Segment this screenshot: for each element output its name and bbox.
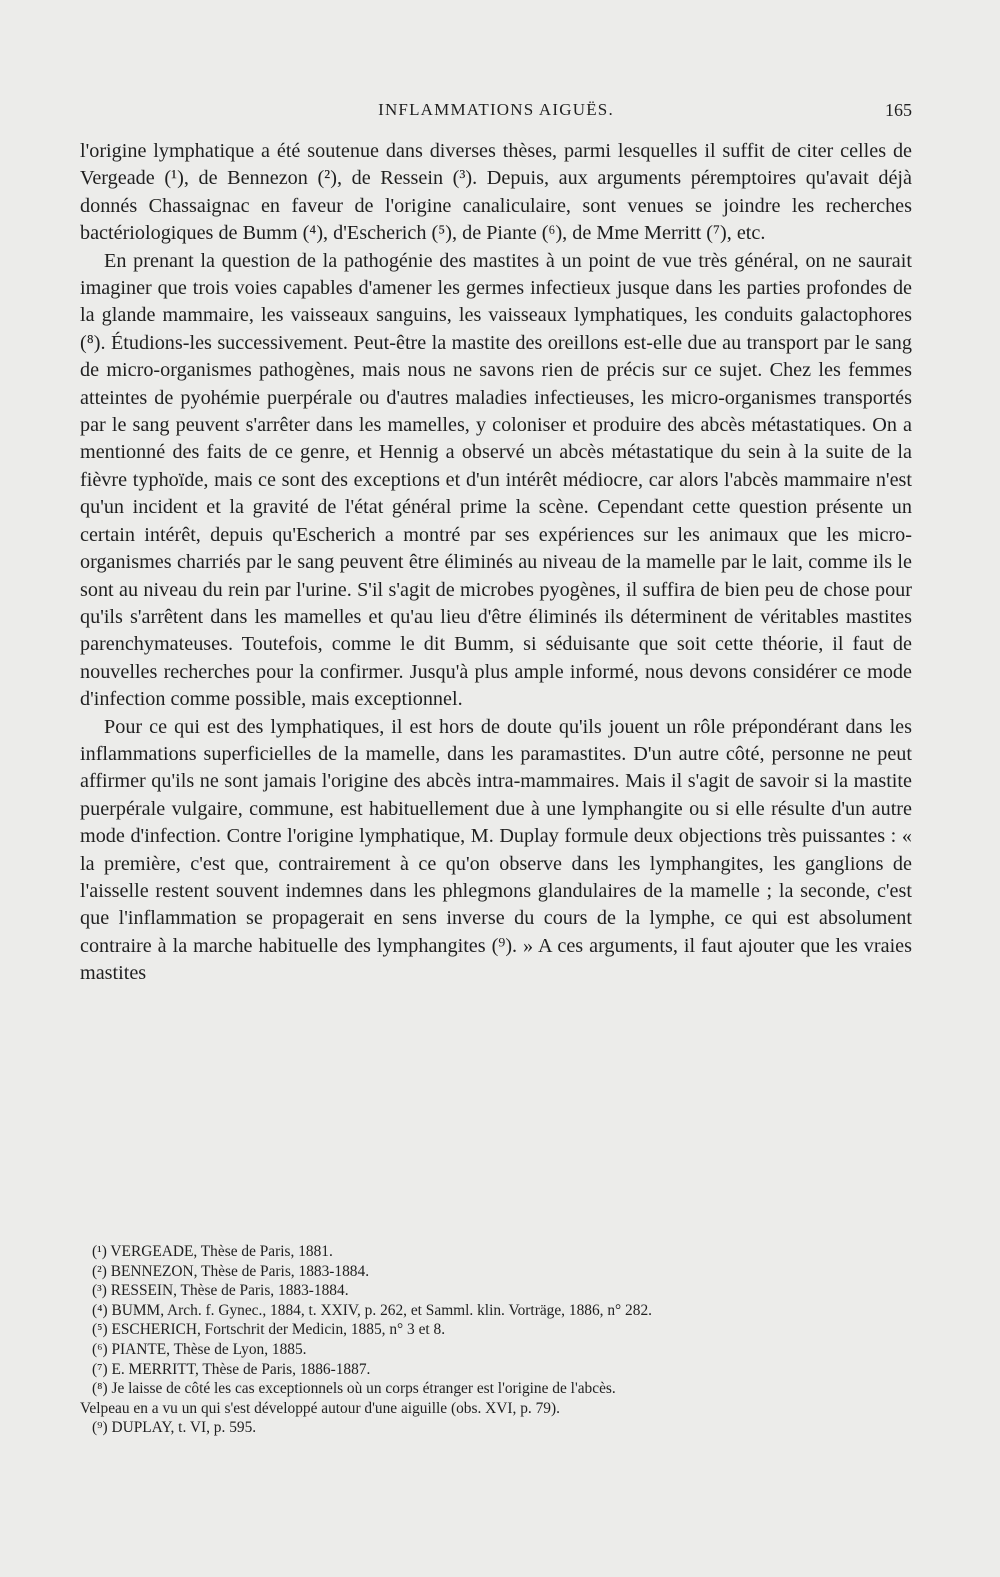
footnote-8: (⁸) Je laisse de côté les cas exceptionnels où un corps étranger est l'origine de l'abcès. — [92, 1380, 616, 1398]
page-number: 165 — [885, 100, 912, 120]
page-header — [80, 100, 912, 128]
footnote-6: (⁶) PIANTE, Thèse de Lyon, 1885. — [92, 1340, 307, 1358]
footnote-7: (⁷) E. MERRITT, Thèse de Paris, 1886-1887. — [92, 1360, 371, 1378]
footnote-3: (³) RESSEIN, Thèse de Paris, 1883-1884. — [92, 1282, 349, 1300]
footnotes — [80, 1242, 912, 1438]
running-title: INFLAMMATIONS AIGUËS. — [378, 100, 614, 119]
footnote-9: (⁹) DUPLAY, t. VI, p. 595. — [92, 1419, 257, 1437]
paragraph-3: Pour ce qui est des lymphatiques, il est hors de doute qu'ils jouent un rôle prépondérant dans les inflammations superficielles de la mamelle, dans les paramastites. D'un autre côté, personne ne peut affirmer qu'ils ne sont jamais l'origine des abcès intra-mammaires. Mais il s'agit de savoir si la mastite puerpérale vulgaire, commune, est habituellement due à une lymphangite ou si elle résulte d'un autre mode d'infection. Contre l'origine lymphatique, M. Duplay formule deux objections très puissantes : « la première, c'est que, contrairement à ce qu'on observe dans les lymphangites, les ganglions de l'aisselle restent souvent indemnes dans les phlegmons glandulaires de la mamelle ; la seconde, c'est que l'inflammation se propagerait en sens inverse du cours de la lymphe, ce qui est absolument contraire à la marche habituelle des lymphangites (⁹). » A ces arguments, il faut ajouter que les vraies mastites — [80, 715, 912, 985]
footnote-4: (⁴) BUMM, Arch. f. Gynec., 1884, t. XXIV, p. 262, et Samml. klin. Vorträge, 1886, n° 282. — [92, 1301, 652, 1319]
paragraph-2: En prenant la question de la pathogénie des mastites à un point de vue très général, on ne saurait imaginer que trois voies capables d'amener les germes infectieux jusque dans les parties profondes de la glande mammaire, les vaisseaux sanguins, les vaisseaux lymphatiques, les conduits galactophores (⁸). Étudions-les successivement. Peut-être la mastite des oreillons est-elle due au transport par le sang de micro-organismes pathogènes, mais nous ne savons rien de précis sur ce sujet. Chez les femmes atteintes de pyohémie puerpérale ou d'autres maladies infectieuses, les micro-organismes transportés par le sang peuvent s'arrêter dans les mamelles, y coloniser et produire des abcès métastatiques. On a mentionné des faits de ce genre, et Hennig a observé un abcès métastatique du sein à la suite de la fièvre typhoïde, mais ce sont des exceptions et d'un intérêt médiocre, car alors l'abcès mammaire n'est qu'un incident et la gravité de l'état général prime la scène. Cependant cette question présente un certain intérêt, depuis qu'Escherich a montré par ses expériences sur les animaux que les micro-organismes charriés par le sang peuvent être éliminés au niveau de la mamelle par le lait, comme ils le sont au niveau du rein par l'urine. S'il s'agit de microbes pyogènes, il suffira de bien peu de chose pour qu'ils s'arrêtent dans les mamelles et qu'au lieu d'être éliminés ils déterminent de véritables mastites parenchymateuses. Toutefois, comme le dit Bumm, si séduisante que soit cette théorie, il faut de nouvelles recherches pour la confirmer. Jusqu'à plus ample informé, nous devons considérer ce mode d'infection comme possible, mais exceptionnel. — [80, 249, 912, 711]
footnote-5: (⁵) ESCHERICH, Fortschrit der Medicin, 1885, n° 3 et 8. — [92, 1321, 446, 1339]
footnote-1: (¹) VERGEADE, Thèse de Paris, 1881. — [92, 1243, 333, 1260]
footnote-8-continuation: Velpeau en a vu un qui s'est développé autour d'une aiguille (obs. XVI, p. 79). — [80, 1399, 560, 1417]
body-text — [80, 138, 912, 988]
footnote-2: (²) BENNEZON, Thèse de Paris, 1883-1884. — [92, 1262, 370, 1280]
paragraph-1: l'origine lymphatique a été soutenue dans diverses thèses, parmi lesquelles il suffit de citer celles de Vergeade (¹), de Bennezon (²), de Ressein (³). Depuis, aux arguments péremptoires qu'avait déjà donnés Chassaignac en faveur de l'origine canaliculaire, sont venues se joindre les recherches bactériologiques de Bumm (⁴), d'Escherich (⁵), de Piante (⁶), de Mme Merritt (⁷), etc. — [80, 140, 912, 245]
